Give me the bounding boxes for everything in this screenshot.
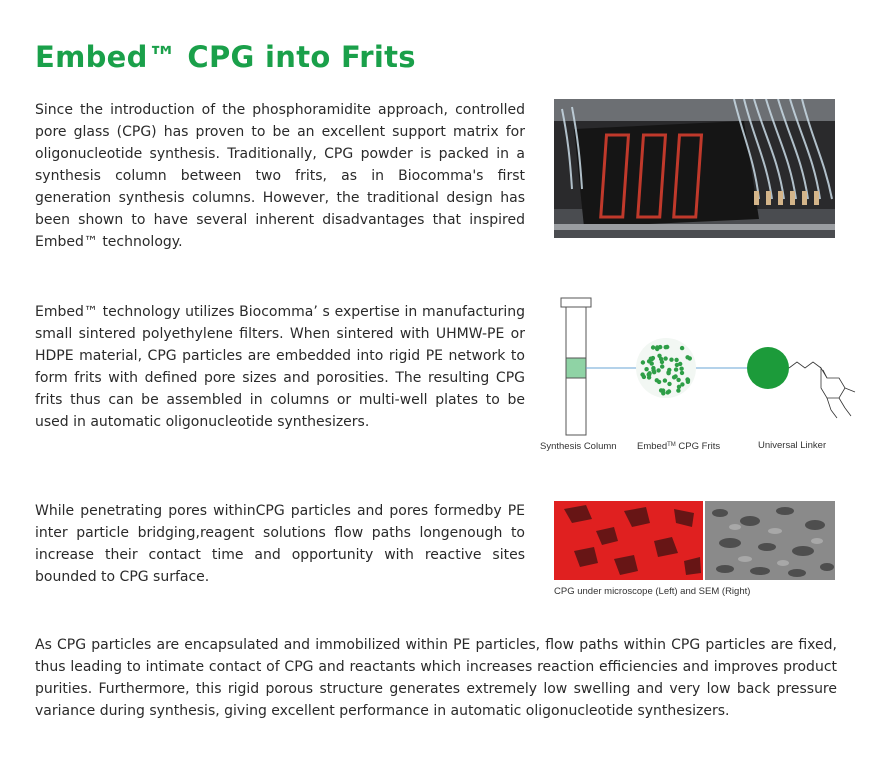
frit-diagram xyxy=(533,292,873,458)
technology-paragraph: Embed™ technology utilizes Biocomma’ s expertise in manufacturing small sintered polyethylene filters. When sintered with UHMW-PE or HDPE material, CPG particles are embedded into rigid PE network to form frits with defined pore sizes and porosities. The resulting CPG frits thus can be assembled in columns or multi-well plates to be used in automatic oligonucleotide synthesizers. xyxy=(35,304,525,430)
label-synthesis-column: Synthesis Column xyxy=(540,441,617,452)
flow-paragraph: While penetrating pores withinCPG particles and pores formedby PE inter particle bridging,reagent solutions flow paths longenough to increase their contact time and opportunity with reactive sites bounded to CPG surface. xyxy=(35,503,525,585)
conclusion-paragraph: As CPG particles are encapsulated and immobilized within PE particles, flow paths within CPG particles are fixed, thus leading to intimate contact of CPG and reactants which increases reaction efficiencies and improves product purities. Furthermore, this rigid porous structure generates extremely low swelling and very low back pressure variance during synthesis, giving excellent performance in automatic oligonucleotide synthesizers. xyxy=(35,637,837,719)
label-universal-linker: Universal Linker xyxy=(758,440,827,451)
microscope-image xyxy=(554,501,703,580)
label-cpg-frits: Embed™ CPG Frits xyxy=(637,441,721,452)
sem-image xyxy=(705,501,835,580)
page-title: Embed™ CPG into Frits xyxy=(35,40,416,74)
microscope-caption: CPG under microscope (Left) and SEM (Right) xyxy=(554,586,751,597)
synthesis-column-illustration xyxy=(561,298,591,435)
linker-structure xyxy=(789,362,855,418)
synthesizer-photo xyxy=(554,99,835,238)
intro-paragraph: Since the introduction of the phosphoramidite approach, controlled pore glass (CPG) has proven to be an excellent support matrix for oligonucleotide synthesis. Traditionally, CPG powder is packed in a synthesis column between two frits, as in Biocomma's first generation synthesis columns. However, the traditional design has been shown to have several inherent disadvantages that inspired Embed™ technology. xyxy=(35,102,525,250)
